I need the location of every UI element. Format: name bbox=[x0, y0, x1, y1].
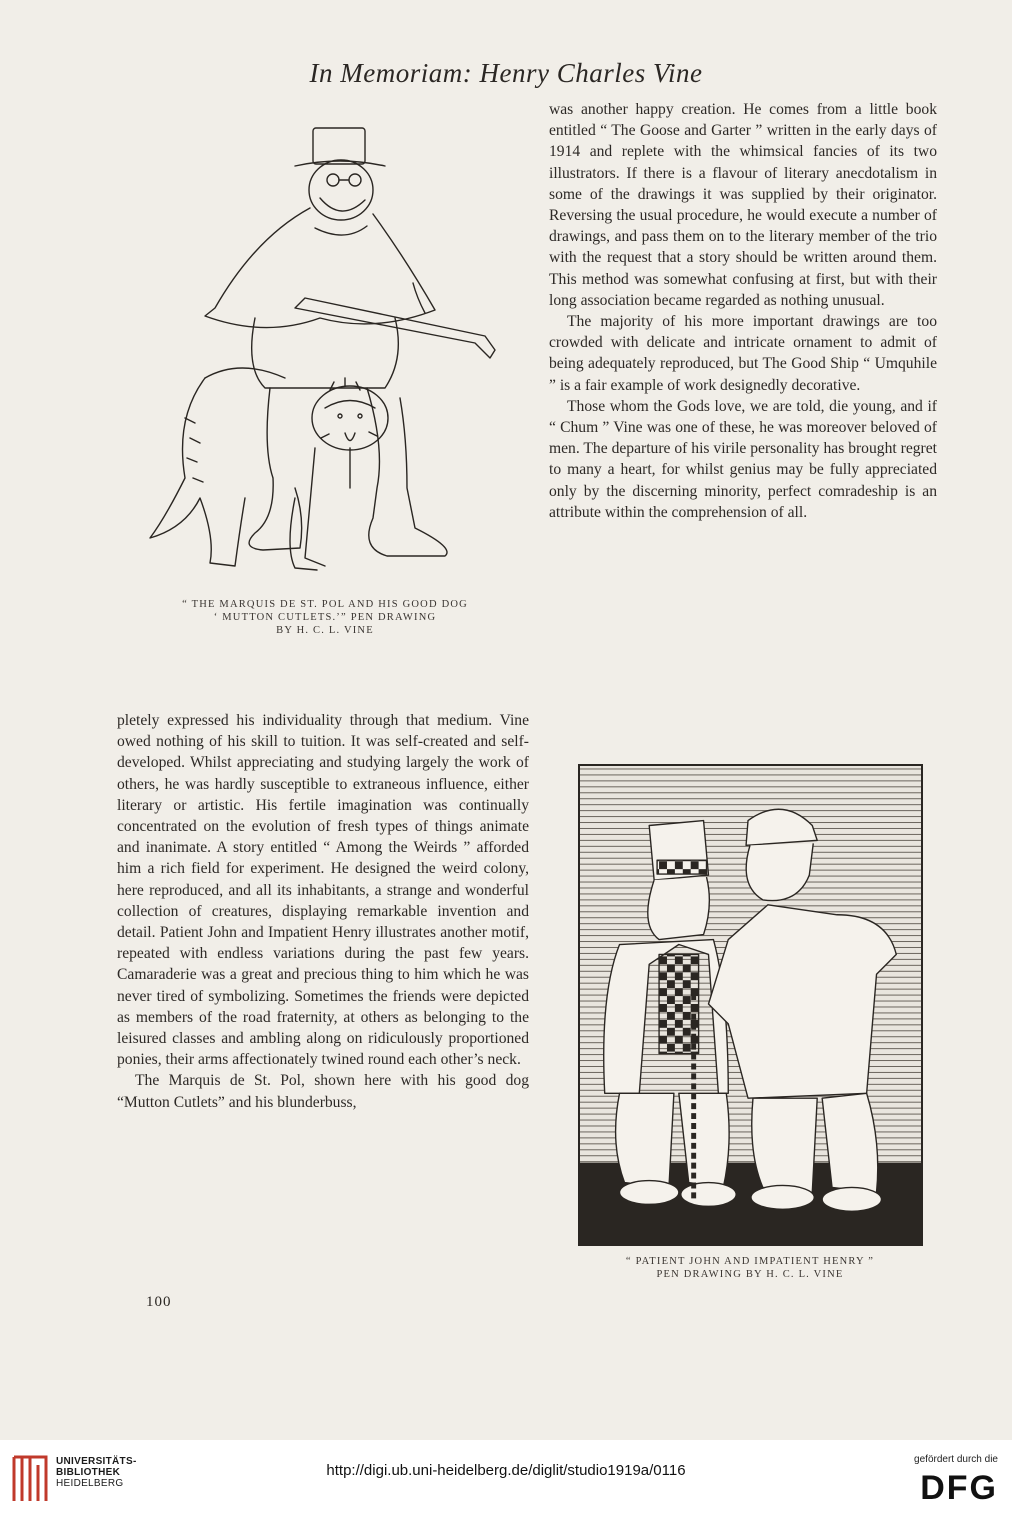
patient-john-illustration bbox=[578, 764, 923, 1246]
dfg-logo: DFG bbox=[920, 1469, 998, 1507]
caption-line: “ PATIENT JOHN AND IMPATIENT HENRY ” bbox=[625, 1256, 875, 1267]
caption-line: BY H. C. L. VINE bbox=[276, 625, 374, 636]
patient-john-caption bbox=[560, 1255, 940, 1281]
right-column-text bbox=[549, 99, 937, 523]
library-logo-icon bbox=[10, 1453, 50, 1505]
paragraph: Those whom the Gods love, we are told, die young, and if “ Chum ” Vine was one of these, he was moreover beloved of men. The departure of his virile personality has brought regret to many a heart, for whilst genius may be fully appreciated only by the discerning minority, perfect comradeship is an attribute within the comprehension of all. bbox=[549, 397, 937, 521]
paragraph: The majority of his more important drawings are too crowded with delicate and intricate ornament to admit of being adequately reproduced, but The Good Ship “ Umquhile ” is a fair example of work designedly decorative. bbox=[549, 313, 937, 394]
library-name-line: HEIDELBERG bbox=[56, 1478, 124, 1489]
library-name-line: BIBLIOTHEK bbox=[56, 1467, 121, 1478]
left-column-text bbox=[117, 710, 529, 1113]
caption-line: “ THE MARQUIS DE ST. POL AND HIS GOOD DOG bbox=[182, 599, 468, 610]
marquis-caption bbox=[130, 598, 520, 637]
funded-by-label: gefördert durch die bbox=[914, 1454, 998, 1465]
page-number: 100 bbox=[146, 1294, 172, 1310]
paragraph: was another happy creation. He comes from a little book entitled “ The Goose and Garter ” written in the early days of 1914 and replete with the whimsical fancies of its two illustrators. If there is a flavour of literary anecdotalism in some of the drawings it was supplied by their originator. Reversing the usual procedure, he would execute a number of drawings, and pass them on to the literary member of the trio with the request that a story should be written around them. This method was somewhat confusing at first, but with their long association became regarded as nothing unusual. bbox=[549, 101, 937, 309]
caption-line: PEN DRAWING BY H. C. L. VINE bbox=[656, 1269, 844, 1280]
permalink-url[interactable]: http://digi.ub.uni-heidelberg.de/diglit/studio1919a/0116 bbox=[326, 1462, 686, 1479]
caption-line: ‘ MUTTON CUTLETS.’” PEN DRAWING bbox=[213, 612, 437, 623]
paragraph: pletely expressed his individuality through that medium. Vine owed nothing of his skill to tuition. It was self-created and self-developed. Whilst appreciating and studying largely the work of others, he was hardly susceptible to extraneous influence, either literary or artistic. His fertile imagination was continually concentrated on the evolution of fresh types of things animate and inanimate. A story entitled “ Among the Weirds ” afforded him a rich field for experiment. He designed the weird colony, here reproduced, and all its inhabitants, a strange and wonderful collection of creatures, displaying remarkable invention and detail. Patient John and Impatient Henry illustrates another motif, repeated with endless variations during the past few years. Camaraderie was a great and precious thing to him which he was never tired of symbolizing. Sometimes the friends were depicted as members of the road fraternity, at others as belonging to the leisured classes and ambling along on ridiculously proportioned ponies, their arms affectionately twined round each other’s neck. bbox=[117, 712, 529, 1069]
paragraph: The Marquis de St. Pol, shown here with his good dog “Mutton Cutlets” and his blunderbuss, bbox=[117, 1072, 529, 1111]
marquis-illustration bbox=[145, 118, 515, 590]
digitization-footer bbox=[0, 1440, 1012, 1518]
library-name-line: UNIVERSITÄTS- bbox=[56, 1456, 137, 1467]
running-head: In Memoriam: Henry Charles Vine bbox=[309, 58, 703, 88]
